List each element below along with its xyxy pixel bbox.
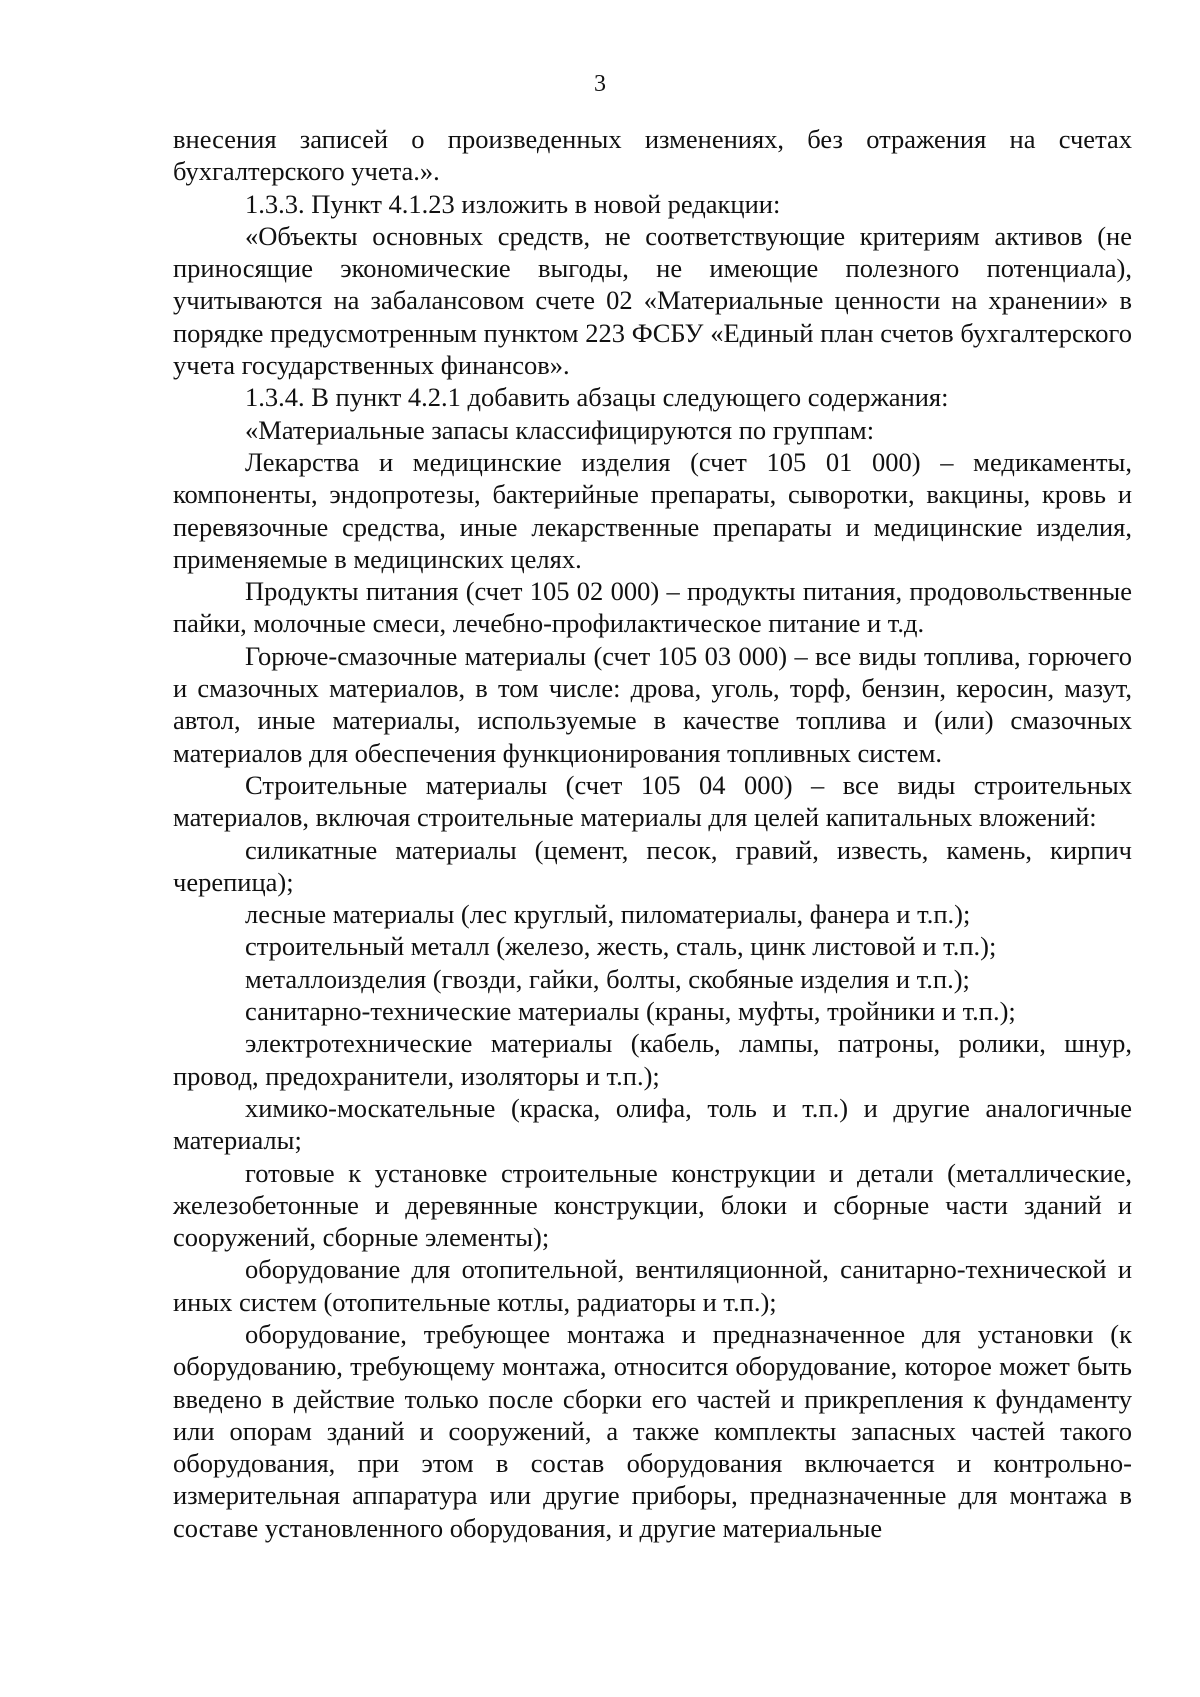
paragraph-item-1-3-3: 1.3.3. Пункт 4.1.23 изложить в новой редакции: (245, 188, 781, 219)
paragraph-continuation: внесения записей о произведенных изменениях, без отражения на счетах бухгалтерского учета.». (173, 124, 1132, 187)
paragraph-metal-products: металлоизделия (гвозди, гайки, болты, скобяные изделия и т.п.); (245, 963, 970, 994)
paragraph-installation-equipment: оборудование, требующее монтажа и предназначенное для установки (к оборудованию, требующему монтажа, относится оборудование, которое может быть введено в действие только после сборки его частей и прикрепления к фундаменту или опорам зданий и сооружений, а также комплекты запасных частей такого оборудования, при этом в состав оборудования включается и контрольно-измерительная аппаратура или другие приборы, предназначенные для монтажа в составе установленного оборудования, и другие материальные (173, 1318, 1132, 1543)
paragraph-plumbing-materials: санитарно-технические материалы (краны, муфты, тройники и т.п.); (245, 996, 1016, 1027)
paragraph-forest-materials: лесные материалы (лес круглый, пиломатериалы, фанера и т.п.); (245, 899, 971, 930)
paragraph-chemical-materials: химико-москательные (краска, олифа, толь и т.п.) и другие аналогичные материалы; (173, 1092, 1132, 1156)
paragraph-electrical-materials: электротехнические материалы (кабель, лампы, патроны, ролики, шнур, провод, предохранители, изоляторы и т.п.); (173, 1028, 1132, 1091)
paragraph-silicate-materials: силикатные материалы (цемент, песок, гравий, известь, камень, кирпич черепица); (173, 834, 1132, 897)
paragraph-fixed-assets: «Объекты основных средств, не соответствующие критериям активов (не приносящие экономические выгоды, не имеющие полезного потенциала), учитываются на забалансовом счете 02 «Материальные ценности на хранении» в порядке предусмотренным пунктом 223 ФСБУ «Единый план счетов бухгалтерского учета государственных финансов». (173, 220, 1132, 381)
paragraph-prefab-structures: готовые к установке строительные конструкции и детали (металлические, железобетонные и деревянные конструкции, блоки и сборные части зданий и сооружений, сборные элементы); (173, 1157, 1132, 1253)
paragraph-fuel-lubricants: Горюче-смазочные материалы (счет 105 03 000) – все виды топлива, горючего и смазочных материалов, в том числе: дрова, уголь, торф, бензин, керосин, мазут, автол, иные материалы, используемые в качестве топлива и (или) смазочных материалов для обеспечения функционирования топливных систем. (173, 640, 1132, 768)
paragraph-building-metal: строительный металл (железо, жесть, сталь, цинк листовой и т.п.); (245, 931, 997, 962)
page-number: 3 (594, 71, 606, 97)
paragraph-system-equipment: оборудование для отопительной, вентиляционной, санитарно-технической и иных систем (отопительные котлы, радиаторы и т.п.); (173, 1254, 1132, 1317)
paragraph-item-1-3-4: 1.3.4. В пункт 4.2.1 добавить абзацы следующего содержания: (245, 382, 949, 413)
paragraph-medicines: Лекарства и медицинские изделия (счет 105 01 000) – медикаменты, компоненты, эндопротезы, бактерийные препараты, сыворотки, вакцины, кровь и перевязочные средства, иные лекарственные препараты и медицинские изделия, применяемые в медицинских целях. (173, 446, 1132, 574)
document-body (173, 123, 1132, 1544)
paragraph-food: Продукты питания (счет 105 02 000) – продукты питания, продовольственные пайки, молочные смеси, лечебно-профилактическое питание и т.д. (173, 576, 1132, 639)
paragraph-building-materials: Строительные материалы (счет 105 04 000) – все виды строительных материалов, включая строительные материалы для целей капитальных вложений: (173, 769, 1132, 833)
paragraph-inventory-groups: «Материальные запасы классифицируются по группам: (245, 414, 875, 445)
